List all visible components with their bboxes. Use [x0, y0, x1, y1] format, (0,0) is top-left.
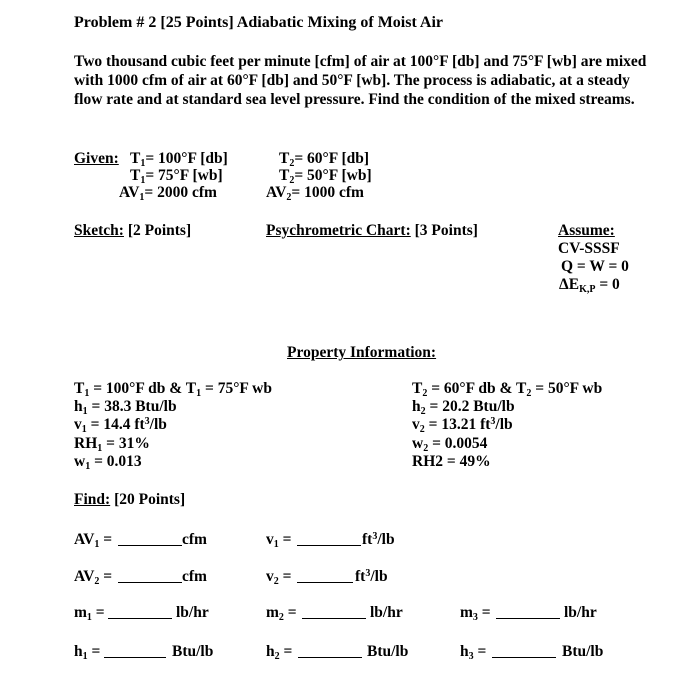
h2-answer-blank[interactable] [298, 657, 362, 658]
find-m3: $m_3$ = [460, 604, 491, 623]
given-t1-db: $T_1= 100^\circ F$ [db] [130, 150, 228, 169]
h3-answer-blank[interactable] [492, 657, 556, 658]
given-av1: $AV_1= 2000$ cfm [119, 184, 217, 203]
find-h2: $h_2$ = [266, 643, 293, 662]
find-av2: $AV_2$ = [74, 568, 113, 587]
v1-answer-blank[interactable] [297, 545, 361, 546]
h2-unit: Btu/lb [367, 643, 409, 660]
assume-q-w: Q = W = 0 [561, 258, 629, 275]
state1-humidity-ratio: $w_1 = 0.013$ [74, 453, 142, 472]
h1-answer-blank[interactable] [104, 657, 166, 658]
find-v1: $v_1$ = [266, 531, 292, 550]
state2-temps: $T_2 = 60^\circ F$ db & $T_2 = 50^\circ F$ wb [412, 380, 603, 399]
find-h1: $h_1$ = [74, 643, 101, 662]
m3-unit: lb/hr [564, 604, 597, 621]
v1-unit: $ft^3/lb$ [362, 531, 395, 548]
problem-statement: Two thousand cubic feet per minute [cfm] of air at 100°F [db] and 75°F [wb] are mixed with 1000 cfm of air at 60°F [db] and 50°F [wb]. The process is adiabatic, at a steady flow rate and at standard sea level pressure. Find the condition of the mixed streams. [74, 53, 647, 108]
state1-volume: $v_1 = 14.4$ $ft^3/lb$ [74, 416, 167, 435]
property-heading: Property Information: [287, 344, 437, 361]
v2-answer-blank[interactable] [297, 582, 353, 583]
state2-volume: $v_2 = 13.21$ $ft^3/lb$ [412, 416, 513, 435]
assume-delta-e: $\Delta E_{K,P} = 0$ [559, 276, 620, 295]
h1-unit: Btu/lb [172, 643, 214, 660]
problem-title: Problem # 2 [25 Points] Adiabatic Mixing of Moist Air [74, 14, 444, 31]
av2-answer-blank[interactable] [118, 582, 182, 583]
state2-rh: RH2 = 49% [412, 453, 491, 470]
state2-enthalpy: $h_2 = 20.2$ Btu/lb [412, 398, 515, 417]
m1-answer-blank[interactable] [108, 618, 172, 619]
assume-label: Assume: [558, 222, 615, 239]
m3-answer-blank[interactable] [496, 618, 560, 619]
v2-unit: $ft^3/lb$ [355, 568, 388, 585]
given-t1-wb: $T_1= 75^\circ F$ [wb] [130, 167, 223, 186]
state1-temps: $T_1 = 100^\circ F$ db & $T_1 = 75^\circ F$ wb [74, 380, 272, 399]
find-m2: $m_2$ = [266, 604, 297, 623]
sketch-heading: Sketch: [2 Points] [74, 222, 192, 239]
m1-unit: lb/hr [176, 604, 209, 621]
assume-cv-sssf: CV-SSSF [558, 240, 620, 257]
av1-unit: cfm [182, 531, 207, 548]
given-av2: $AV_2= 1000$ cfm [266, 184, 364, 203]
state2-humidity-ratio: $w_2 = 0.0054$ [412, 435, 488, 454]
find-av1: $AV_1$ = [74, 531, 113, 550]
m2-unit: lb/hr [370, 604, 403, 621]
given-label: Given: [74, 150, 119, 167]
given-t2-db: $T_2= 60^\circ F$ [db] [279, 150, 370, 169]
h3-unit: Btu/lb [562, 643, 604, 660]
find-heading: Find: [20 Points] [74, 491, 186, 508]
state1-enthalpy: $h_1 = 38.3$ Btu/lb [74, 398, 177, 417]
psychrometric-chart-heading: Psychrometric Chart: [3 Points] [266, 222, 478, 239]
state1-rh: $RH_1 = 31\%$ [74, 435, 150, 454]
find-m1: $m_1$ = [74, 604, 105, 623]
m2-answer-blank[interactable] [302, 618, 366, 619]
find-v2: $v_2$ = [266, 568, 292, 587]
find-h3: $h_3$ = [460, 643, 487, 662]
av1-answer-blank[interactable] [118, 545, 182, 546]
given-t2-wb: $T_2= 50^\circ F$ [wb] [279, 167, 372, 186]
av2-unit: cfm [182, 568, 207, 585]
